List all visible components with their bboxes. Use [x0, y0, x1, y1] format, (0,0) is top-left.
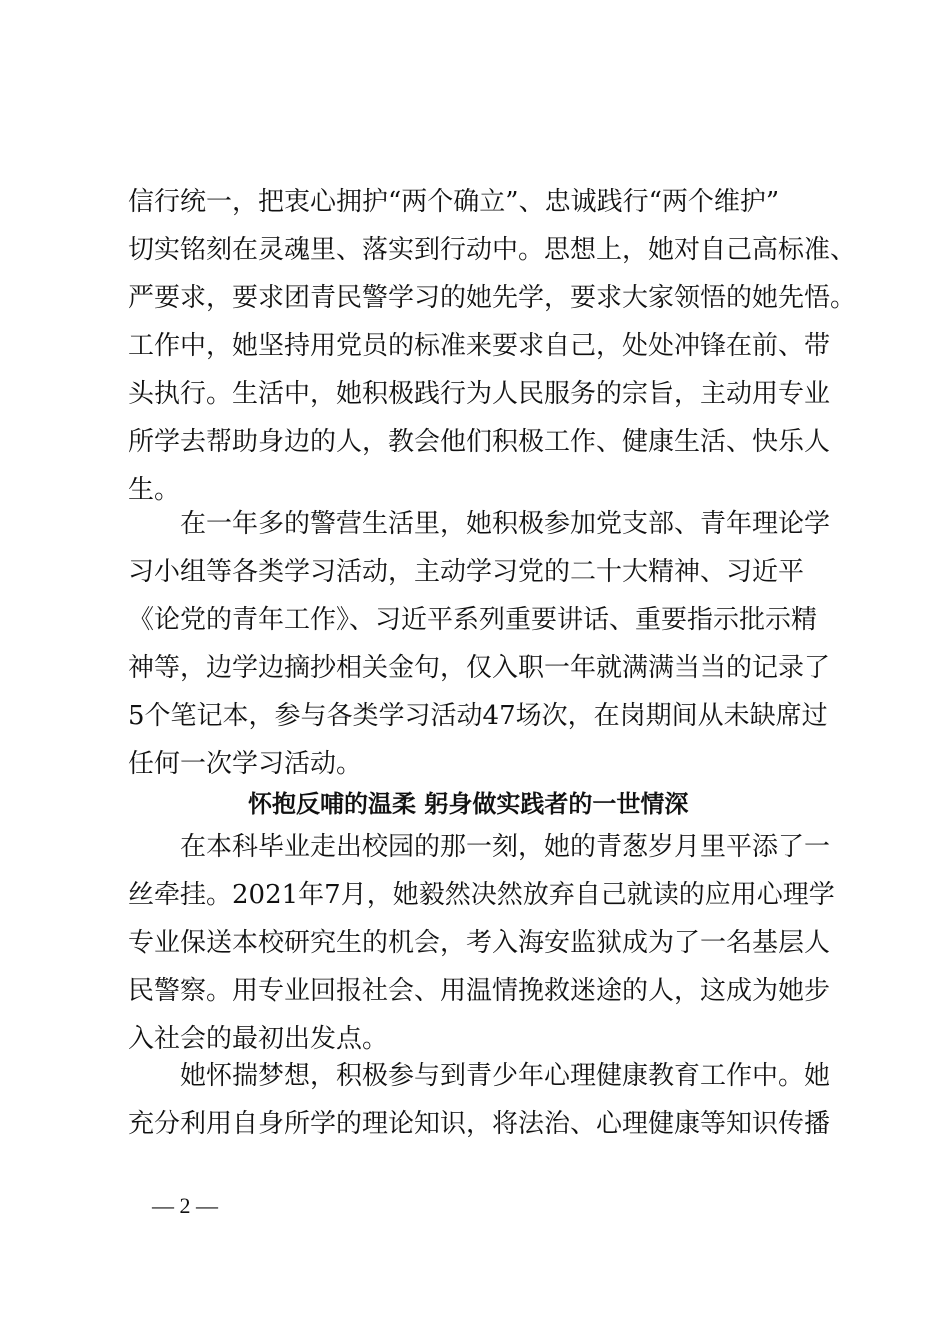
page-number: — 2 —: [152, 1193, 218, 1218]
text-line: 工作中，她坚持用党员的标准来要求自己，处处冲锋在前、带: [128, 331, 831, 361]
text-line: 入社会的最初出发点。: [128, 1024, 389, 1054]
text-line: 头执行。生活中，她积极践行为人民服务的宗旨，主动用专业: [128, 379, 831, 409]
text-line: 丝牵挂。2021年7月，她毅然决然放弃自己就读的应用心理学: [128, 880, 835, 910]
text-line: 严要求，要求团青民警学习的她先学，要求大家领悟的她先悟。: [128, 283, 857, 313]
text-line: 所学去帮助身边的人，教会他们积极工作、健康生活、快乐人: [128, 427, 831, 457]
text-line: 专业保送本校研究生的机会，考入海安监狱成为了一名基层人: [128, 928, 831, 958]
text-line: 《论党的青年工作》、习近平系列重要讲话、重要指示批示精: [128, 605, 818, 635]
text-line: 5个笔记本，参与各类学习活动47场次，在岗期间从未缺席过: [128, 701, 828, 731]
text-line: 习小组等各类学习活动，主动学习党的二十大精神、习近平: [128, 557, 805, 587]
text-line: 民警察。用专业回报社会、用温情挽救迷途的人，这成为她步: [128, 976, 831, 1006]
text-line: 信行统一，把衷心拥护“两个确立”、忠诚践行“两个维护”: [128, 187, 780, 217]
text-line: 在一年多的警营生活里，她积极参加党支部、青年理论学: [180, 509, 831, 539]
text-line: 神等，边学边摘抄相关金句，仅入职一年就满满当当的记录了: [128, 653, 831, 683]
text-line: 任何一次学习活动。: [128, 749, 363, 779]
text-line: 充分利用自身所学的理论知识，将法治、心理健康等知识传播: [128, 1109, 831, 1139]
text-line: 她怀揣梦想，积极参与到青少年心理健康教育工作中。她: [180, 1061, 831, 1091]
text-line: 在本科毕业走出校园的那一刻，她的青葱岁月里平添了一: [180, 832, 831, 862]
section-heading: 怀抱反哺的温柔 躬身做实践者的一世情深: [248, 789, 689, 818]
text-line: 切实铭刻在灵魂里、落实到行动中。思想上，她对自己高标准、: [128, 235, 857, 265]
text-line: 生。: [128, 475, 181, 505]
